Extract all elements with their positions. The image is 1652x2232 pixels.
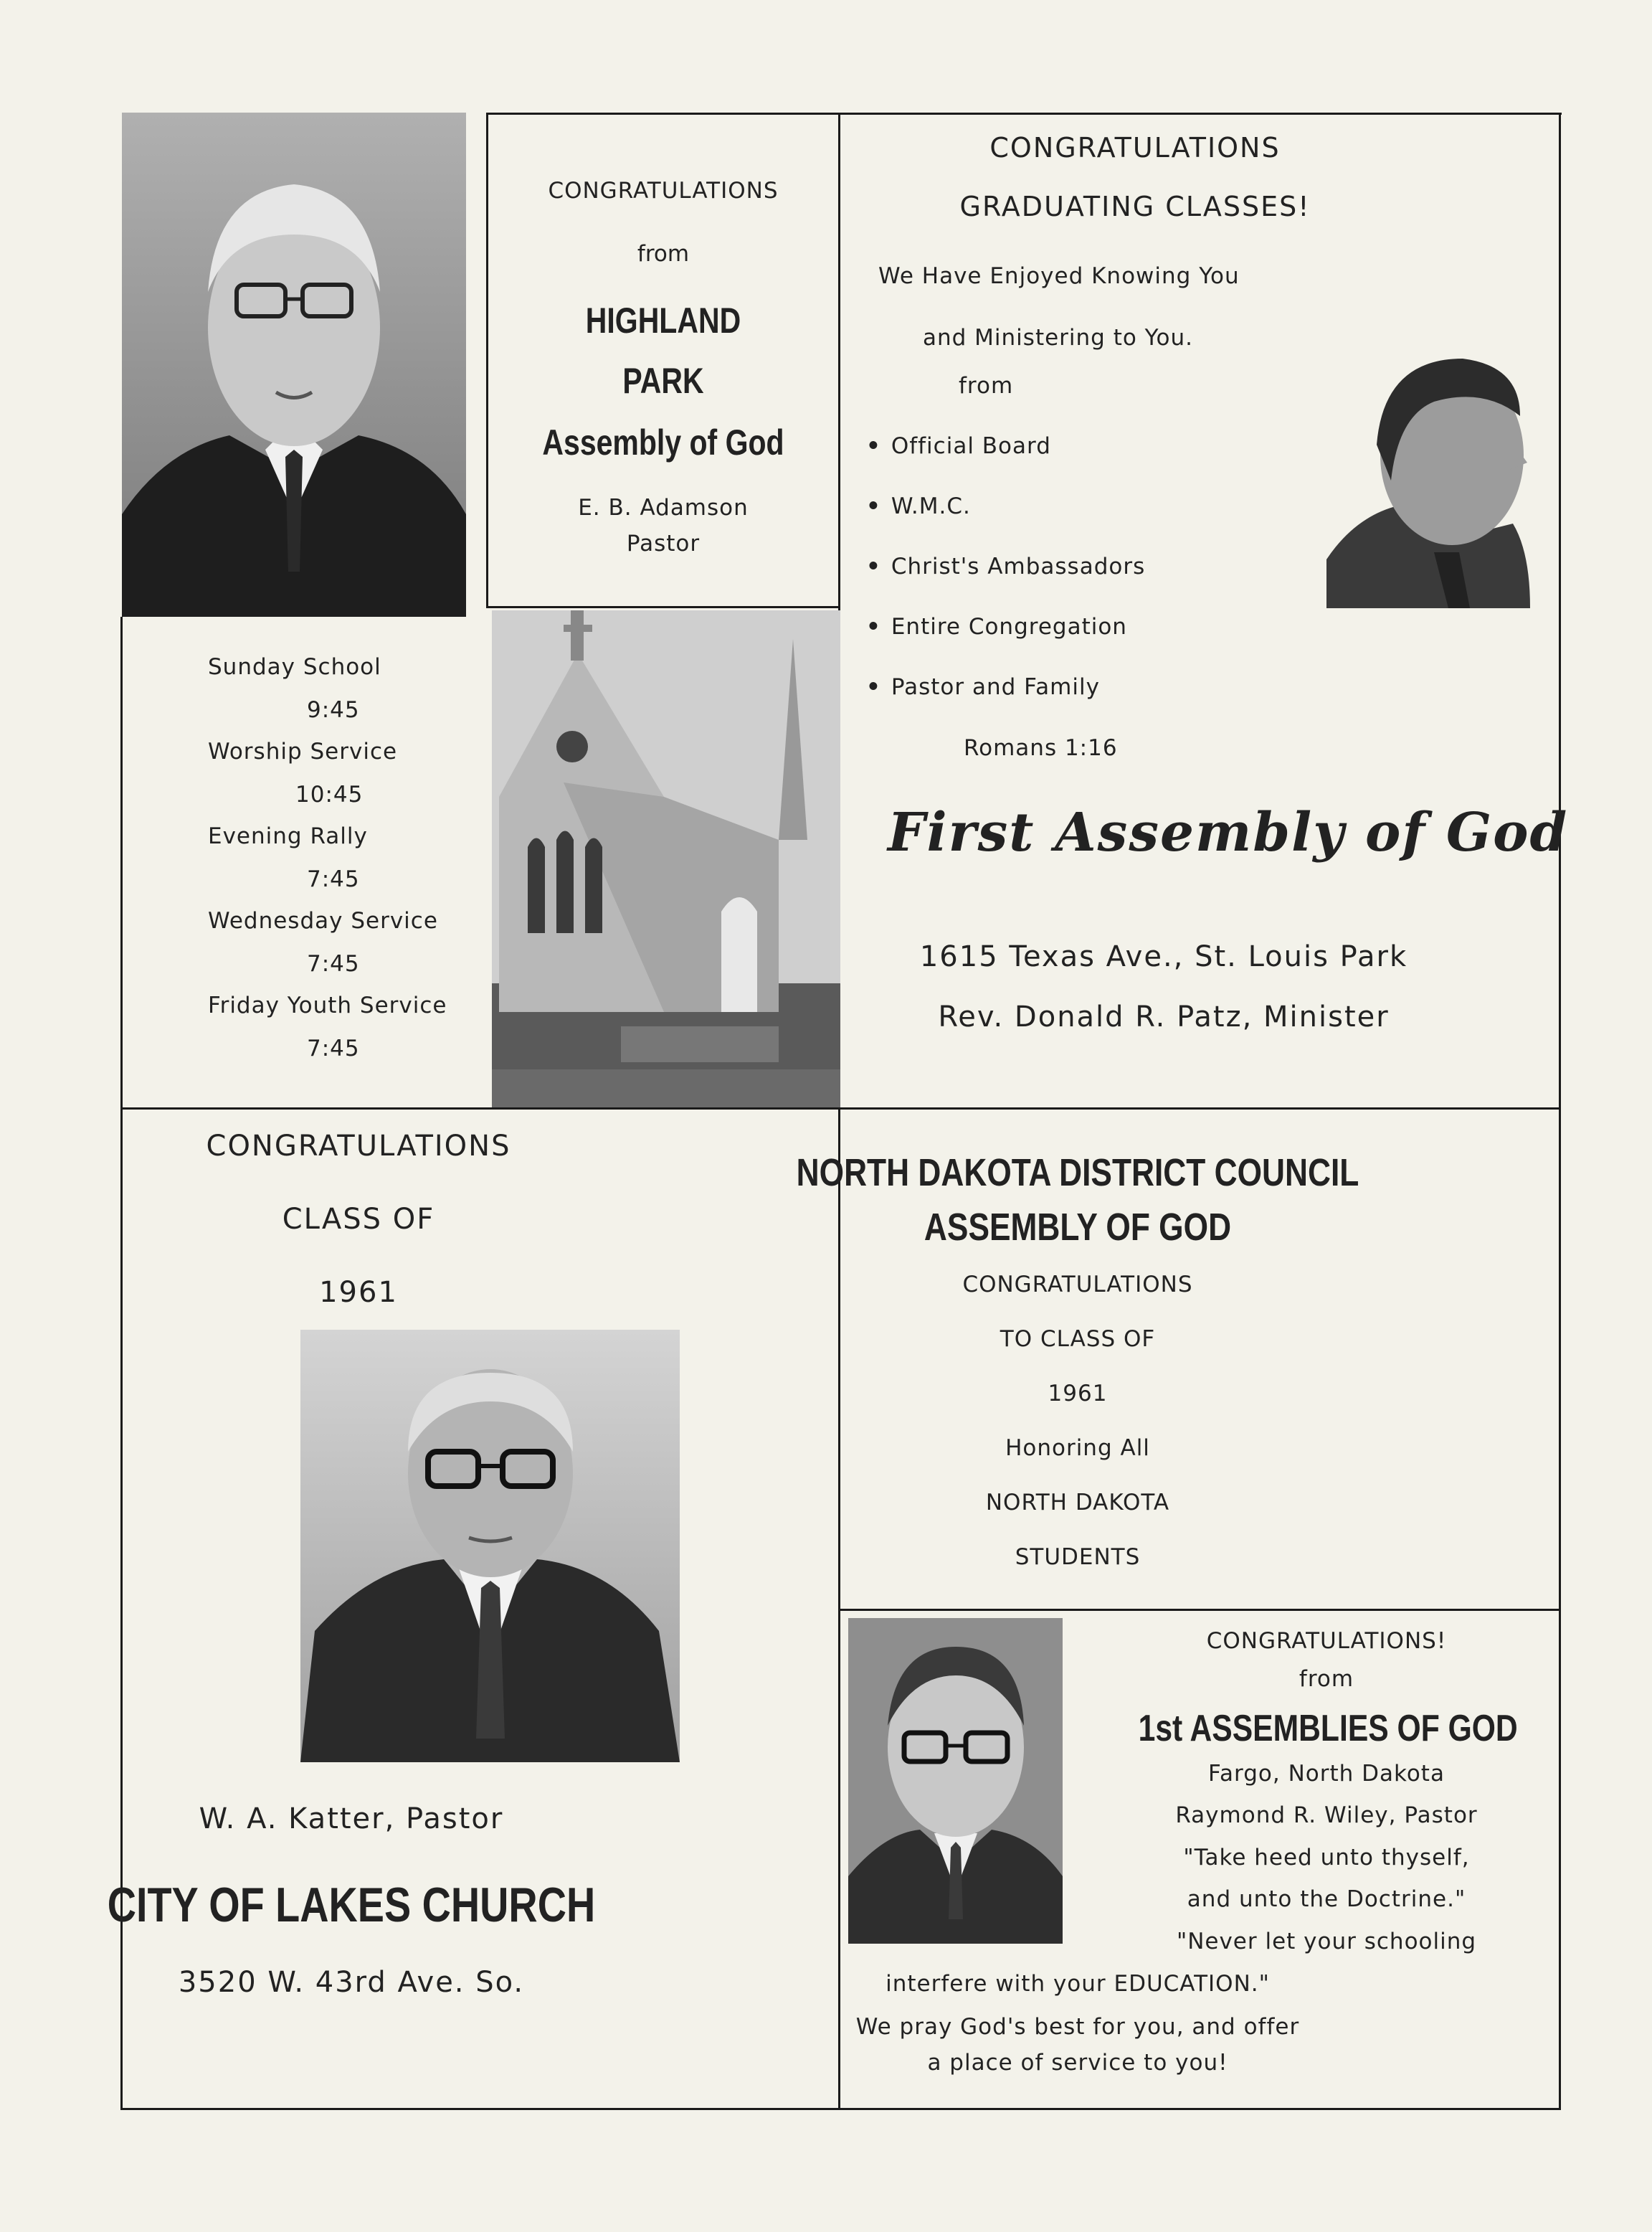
schedule-time: 7:45 — [307, 866, 360, 892]
fargo-pastor: Raymond R. Wiley, Pastor — [1175, 1802, 1478, 1828]
lakes-pastor-photo — [300, 1330, 680, 1762]
divider-highland-title-bottom — [486, 606, 840, 608]
highland-pastor-photo — [122, 113, 466, 617]
highland-name-3: Assembly of God — [542, 422, 784, 463]
divider-nd-fargo — [838, 1609, 1561, 1611]
highland-pastor-title: Pastor — [626, 531, 701, 557]
first-from: from — [959, 373, 1014, 399]
lakes-class-of: CLASS OF — [282, 1203, 435, 1236]
nd-north-dakota: NORTH DAKOTA — [985, 1490, 1170, 1515]
schedule-label: Sunday School — [208, 654, 381, 680]
first-graduating-classes: GRADUATING CLASSES! — [959, 191, 1311, 222]
border-bottom — [120, 2108, 1561, 2110]
pastor-portrait-icon — [848, 1618, 1063, 1944]
highland-name-1: HIGHLAND — [585, 301, 741, 341]
nd-year: 1961 — [1048, 1381, 1108, 1406]
divider-horizontal-middle — [120, 1107, 1561, 1110]
border-top — [486, 113, 1562, 115]
nd-congratulations: CONGRATULATIONS — [962, 1272, 1193, 1297]
lakes-address: 3520 W. 43rd Ave. So. — [178, 1966, 525, 1999]
first-address: 1615 Texas Ave., St. Louis Park — [919, 940, 1408, 973]
bullet-item: • Pastor and Family — [866, 674, 1100, 700]
nd-title-1: NORTH DAKOTA DISTRICT COUNCIL — [796, 1151, 1359, 1194]
bullet-item: • Entire Congregation — [866, 614, 1127, 640]
divider-vertical-center — [838, 113, 840, 2110]
schedule-time: 7:45 — [307, 1036, 360, 1061]
first-verse: Romans 1:16 — [964, 735, 1118, 761]
lakes-congratulations: CONGRATULATIONS — [206, 1130, 511, 1163]
highland-name-2: PARK — [622, 361, 704, 401]
first-assembly-name: First Assembly of God — [888, 802, 1569, 864]
schedule-time: 10:45 — [295, 782, 364, 808]
highland-congratulations: CONGRATULATIONS — [548, 178, 779, 204]
bullet-label: Christ's Ambassadors — [891, 554, 1146, 580]
fargo-quote-2b: interfere with your EDUCATION." — [886, 1971, 1270, 1997]
fargo-quote-1b: and unto the Doctrine." — [1187, 1886, 1466, 1912]
bullet-label: Entire Congregation — [891, 614, 1127, 640]
bullet-item: • W.M.C. — [866, 493, 971, 519]
highland-church-photo — [492, 610, 840, 1107]
schedule-label: Worship Service — [208, 739, 398, 765]
nd-students: STUDENTS — [1015, 1544, 1141, 1570]
border-right — [1559, 113, 1561, 2110]
fargo-church-name: 1st ASSEMBLIES OF GOD — [1138, 1708, 1518, 1749]
minister-profile-icon — [1326, 337, 1530, 608]
schedule-time: 7:45 — [307, 951, 360, 977]
lakes-pastor: W. A. Katter, Pastor — [199, 1802, 504, 1835]
nd-to-class-of: TO CLASS OF — [1000, 1326, 1156, 1352]
fargo-closing-1: We pray God's best for you, and offer — [855, 2014, 1300, 2040]
bullet-label: Official Board — [891, 433, 1051, 459]
lakes-church-name: CITY OF LAKES CHURCH — [107, 1878, 596, 1932]
fargo-pastor-photo — [848, 1618, 1063, 1944]
fargo-quote-1a: "Take heed unto thyself, — [1183, 1845, 1470, 1871]
highland-from: from — [637, 241, 690, 267]
first-minister: Rev. Donald R. Patz, Minister — [938, 1001, 1390, 1034]
church-building-icon — [492, 610, 840, 1107]
nd-honoring-all: Honoring All — [1005, 1435, 1150, 1461]
lakes-year: 1961 — [319, 1276, 398, 1309]
first-congratulations: CONGRATULATIONS — [989, 132, 1281, 164]
pastor-portrait-icon — [122, 113, 466, 617]
fargo-closing-2: a place of service to you! — [927, 2050, 1228, 2076]
fargo-from: from — [1299, 1666, 1354, 1692]
bullet-item: • Christ's Ambassadors — [866, 554, 1146, 580]
bullet-label: W.M.C. — [891, 493, 971, 519]
bullet-item: • Official Board — [866, 433, 1051, 459]
schedule-label: Evening Rally — [208, 823, 368, 849]
bullet-label: Pastor and Family — [891, 674, 1100, 700]
schedule-label: Wednesday Service — [208, 908, 438, 934]
schedule-label: Friday Youth Service — [208, 993, 447, 1018]
first-ministering: and Ministering to You. — [923, 325, 1193, 351]
fargo-congratulations: CONGRATULATIONS! — [1206, 1628, 1447, 1654]
schedule-time: 9:45 — [307, 697, 360, 723]
fargo-quote-2a: "Never let your schooling — [1176, 1929, 1477, 1954]
fargo-city: Fargo, North Dakota — [1208, 1761, 1445, 1787]
highland-pastor-name: E. B. Adamson — [578, 495, 749, 521]
nd-title-2: ASSEMBLY OF GOD — [924, 1206, 1232, 1249]
first-enjoyed-knowing: We Have Enjoyed Knowing You — [878, 263, 1240, 289]
pastor-portrait-icon — [300, 1330, 680, 1762]
first-minister-photo — [1326, 337, 1530, 608]
